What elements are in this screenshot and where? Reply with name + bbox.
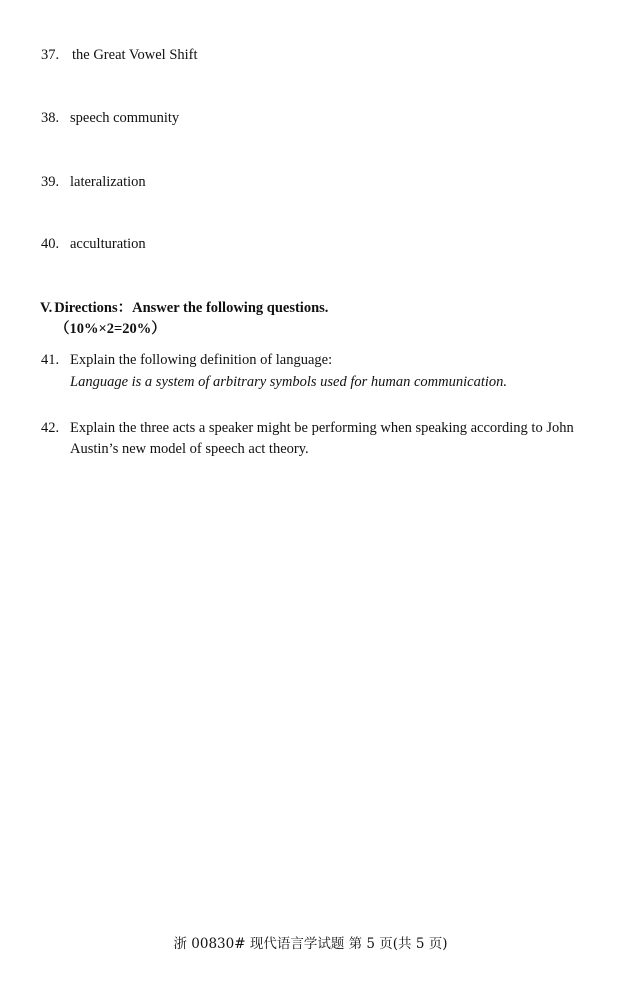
item-text: the Great Vowel Shift xyxy=(72,47,198,63)
question-41 xyxy=(41,351,332,369)
question-text: Explain the following definition of language: xyxy=(70,352,333,368)
item-text: acculturation xyxy=(70,236,146,252)
definition-quote: Language is a system of arbitrary symbols used for human communication. xyxy=(70,374,507,390)
question-42 xyxy=(41,419,574,437)
question-42-continued xyxy=(70,440,309,458)
item-number: 39. xyxy=(41,174,60,190)
section-heading xyxy=(40,299,328,317)
item-number: 37. xyxy=(41,47,60,63)
item-40 xyxy=(41,235,146,253)
item-38 xyxy=(41,109,179,127)
question-number: 42. xyxy=(41,420,60,436)
question-text: Explain the three acts a speaker might be performing when speaking according to John xyxy=(70,420,574,436)
points-text: （10%×2=20%） xyxy=(55,321,166,337)
page-footer: 浙 00830# 现代语言学试题 第 5 页(共 5 页) xyxy=(173,936,448,952)
item-39 xyxy=(41,173,146,191)
directions-text: Answer the following questions. xyxy=(132,300,329,316)
item-number: 38. xyxy=(41,110,60,126)
question-text-continued: Austin’s new model of speech act theory. xyxy=(70,441,309,457)
section-points xyxy=(55,320,166,338)
item-text: lateralization xyxy=(70,174,146,190)
question-41-quote xyxy=(70,373,507,391)
question-number: 41. xyxy=(41,352,60,368)
item-37 xyxy=(41,46,198,64)
item-text: speech community xyxy=(70,110,180,126)
section-numeral: V. xyxy=(40,300,53,316)
item-number: 40. xyxy=(41,236,60,252)
directions-label: Directions： xyxy=(54,300,133,316)
